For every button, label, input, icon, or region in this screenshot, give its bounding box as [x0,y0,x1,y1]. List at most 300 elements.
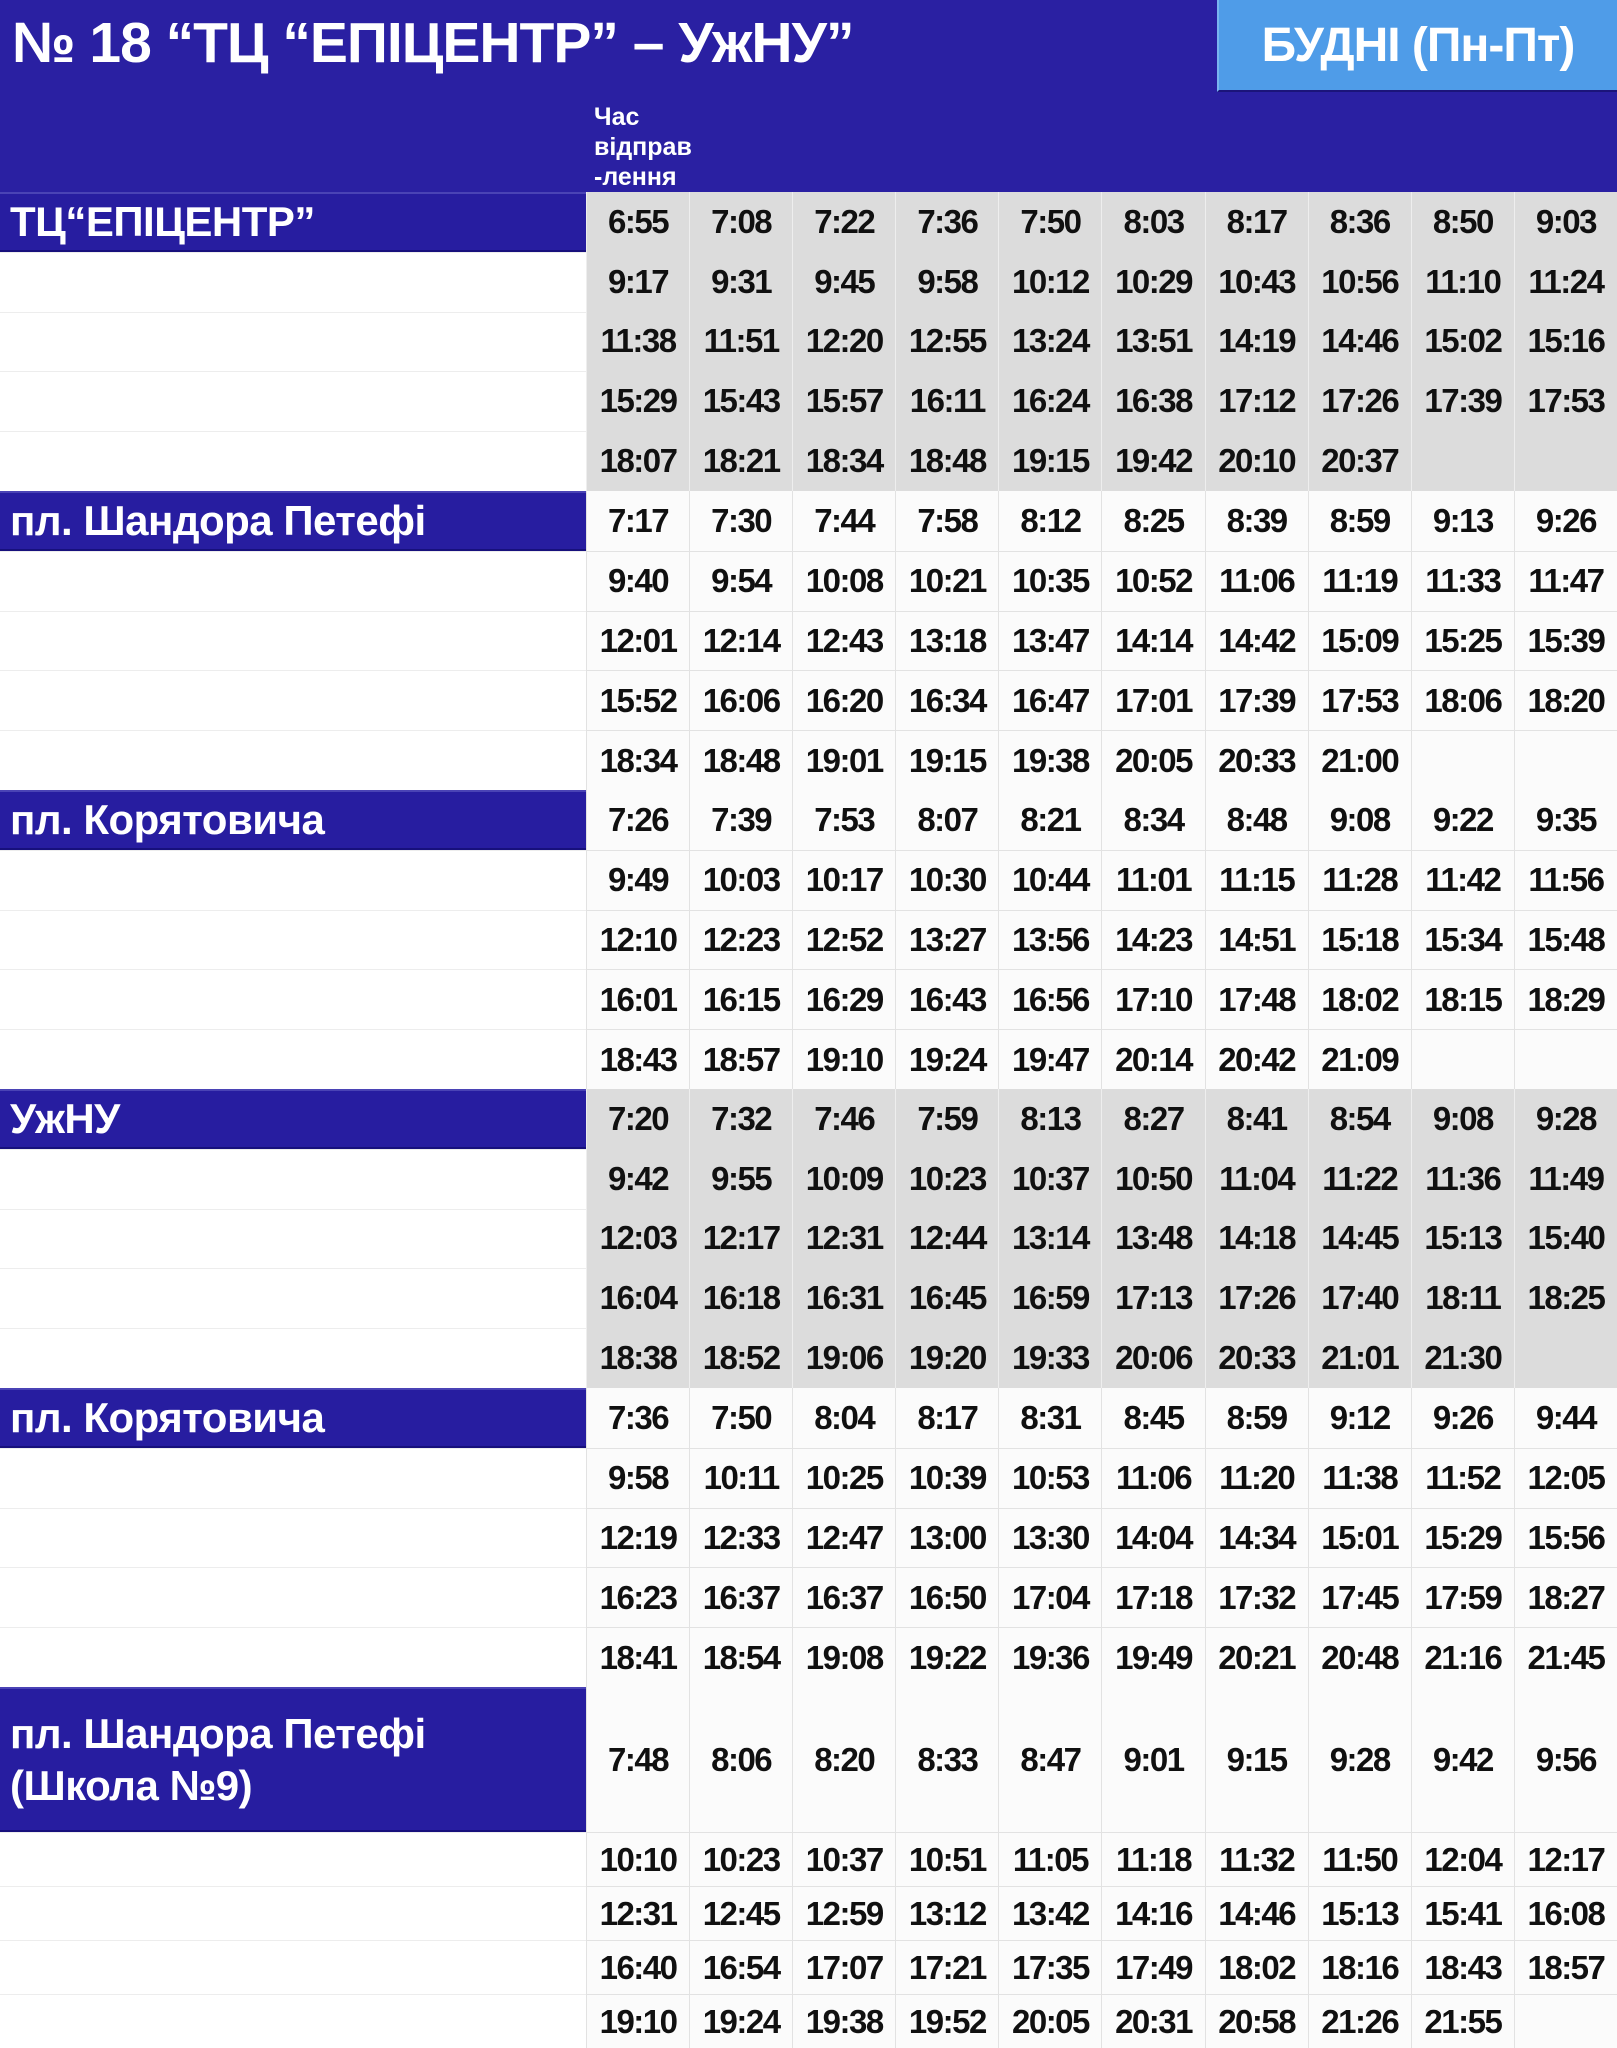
time-cell: 9:40 [586,551,689,611]
time-cell: 18:34 [792,431,895,491]
time-cell: 15:48 [1514,910,1617,970]
time-cell: 15:13 [1411,1209,1514,1269]
time-cell: 11:05 [998,1832,1101,1886]
station-block [0,491,1617,790]
label-column-filler [0,850,586,910]
time-cell: 15:40 [1514,1209,1617,1269]
time-cell: 20:05 [998,1994,1101,2048]
time-cell: 11:10 [1411,252,1514,312]
time-cell: 8:03 [1101,192,1204,252]
time-cell: 14:45 [1308,1209,1411,1269]
time-cell: 16:01 [586,969,689,1029]
time-cell: 19:36 [998,1627,1101,1687]
time-cell: 7:39 [689,790,792,850]
time-cell: 15:29 [1411,1508,1514,1568]
time-cell: 17:45 [1308,1567,1411,1627]
time-cell: 15:39 [1514,611,1617,671]
station-label [0,1089,586,1149]
station-block [0,1089,1617,1388]
time-cell: 18:20 [1514,670,1617,730]
label-column-filler [0,730,586,790]
time-cell: 9:49 [586,850,689,910]
time-cell: 8:34 [1101,790,1204,850]
time-cell: 17:32 [1205,1567,1308,1627]
time-cell: 8:20 [792,1687,895,1832]
time-cell: 18:48 [689,730,792,790]
label-column-filler [0,1268,586,1328]
time-cell: 13:51 [1101,312,1204,372]
time-cell: 7:59 [895,1089,998,1149]
time-cell: 12:33 [689,1508,792,1568]
time-cell: 18:02 [1205,1940,1308,1994]
time-cell: 15:02 [1411,312,1514,372]
time-cell: 10:39 [895,1448,998,1508]
time-cell: 8:06 [689,1687,792,1832]
station-block [0,1388,1617,1687]
weekday-badge: БУДНІ (Пн-Пт) [1217,0,1617,92]
time-cell: 8:39 [1205,491,1308,551]
label-column-filler [0,1940,586,1994]
label-column-filler [0,1209,586,1269]
label-column-filler [0,551,586,611]
station-block [0,192,1617,491]
time-cell: 20:33 [1205,1328,1308,1388]
time-cell: 11:52 [1411,1448,1514,1508]
time-cell: 10:43 [1205,252,1308,312]
time-cell: 9:44 [1514,1388,1617,1448]
time-cell: 12:03 [586,1209,689,1269]
time-cell: 18:54 [689,1627,792,1687]
time-cell: 8:17 [895,1388,998,1448]
time-cell: 14:18 [1205,1209,1308,1269]
time-cell: 18:34 [586,730,689,790]
time-cell: 13:14 [998,1209,1101,1269]
time-cell: 8:33 [895,1687,998,1832]
time-cell: 7:36 [586,1388,689,1448]
timetable-grid [0,192,1617,2048]
time-cell: 11:01 [1101,850,1204,910]
time-cell: 7:58 [895,491,998,551]
label-column-filler [0,1567,586,1627]
time-cell: 19:33 [998,1328,1101,1388]
time-cell: 16:29 [792,969,895,1029]
time-cell: 8:12 [998,491,1101,551]
time-cell: 8:59 [1308,491,1411,551]
time-cell: 7:48 [586,1687,689,1832]
time-cell: 8:54 [1308,1089,1411,1149]
station-label [0,1687,586,1832]
time-cell: 17:10 [1101,969,1204,1029]
route-title: № 18 “ТЦ “ЕПІЦЕНТР” – УжНУ” [12,11,854,75]
time-cell: 15:52 [586,670,689,730]
time-cell: 11:24 [1514,252,1617,312]
label-column-filler [0,969,586,1029]
time-cell: 16:24 [998,371,1101,431]
time-cell: 19:42 [1101,431,1204,491]
time-cell: 19:10 [792,1029,895,1089]
time-cell: 15:25 [1411,611,1514,671]
time-cell: 10:53 [998,1448,1101,1508]
time-cell: 11:47 [1514,551,1617,611]
time-cell: 7:26 [586,790,689,850]
time-cell: 20:37 [1308,431,1411,491]
time-cell: 18:29 [1514,969,1617,1029]
time-cell: 10:29 [1101,252,1204,312]
time-cell: 12:55 [895,312,998,372]
time-cell: 16:59 [998,1268,1101,1328]
time-cell: 10:11 [689,1448,792,1508]
time-cell: 15:41 [1411,1886,1514,1940]
time-cell: 11:19 [1308,551,1411,611]
time-cell: 16:47 [998,670,1101,730]
time-cell: 7:17 [586,491,689,551]
time-cell: 14:46 [1205,1886,1308,1940]
time-cell: 13:30 [998,1508,1101,1568]
station-block [0,1687,1617,2048]
time-cell: 12:59 [792,1886,895,1940]
time-cell: 17:18 [1101,1567,1204,1627]
time-cell: 12:05 [1514,1448,1617,1508]
time-cell: 16:56 [998,969,1101,1029]
time-cell: 10:09 [792,1149,895,1209]
time-cell: 16:15 [689,969,792,1029]
time-cell: 8:36 [1308,192,1411,252]
time-cell: 18:07 [586,431,689,491]
time-cell: 13:42 [998,1886,1101,1940]
time-cell: 17:26 [1205,1268,1308,1328]
time-cell: 17:53 [1514,371,1617,431]
time-cell: 19:47 [998,1029,1101,1089]
time-cell: 13:27 [895,910,998,970]
time-cell: 17:48 [1205,969,1308,1029]
time-cell: 10:56 [1308,252,1411,312]
time-cell: 20:10 [1205,431,1308,491]
time-cell: 15:18 [1308,910,1411,970]
time-cell: 8:13 [998,1089,1101,1149]
time-cell: 18:27 [1514,1567,1617,1627]
time-cell: 9:22 [1411,790,1514,850]
time-cell: 14:04 [1101,1508,1204,1568]
time-cell: 16:20 [792,670,895,730]
time-cell: 20:33 [1205,730,1308,790]
departure-time-line2: відправ [594,133,692,161]
time-cell: 13:56 [998,910,1101,970]
time-cell: 11:06 [1205,551,1308,611]
time-cell: 12:17 [689,1209,792,1269]
time-cell: 15:13 [1308,1886,1411,1940]
time-cell: 17:35 [998,1940,1101,1994]
time-cell: 17:21 [895,1940,998,1994]
empty-time-cell [1514,431,1617,491]
time-cell: 19:38 [792,1994,895,2048]
station-name: ТЦ“ЕПІЦЕНТР” [10,198,315,246]
time-cell: 12:20 [792,312,895,372]
time-cell: 19:06 [792,1328,895,1388]
time-cell: 7:32 [689,1089,792,1149]
time-cell: 8:17 [1205,192,1308,252]
time-cell: 7:50 [689,1388,792,1448]
time-cell: 19:52 [895,1994,998,2048]
time-cell: 15:09 [1308,611,1411,671]
time-cell: 10:50 [1101,1149,1204,1209]
time-cell: 9:55 [689,1149,792,1209]
time-cell: 9:08 [1308,790,1411,850]
time-cell: 16:11 [895,371,998,431]
time-cell: 9:42 [1411,1687,1514,1832]
time-cell: 11:06 [1101,1448,1204,1508]
departure-time-line1: Час [594,103,640,131]
time-cell: 11:15 [1205,850,1308,910]
time-cell: 17:26 [1308,371,1411,431]
time-cell: 18:25 [1514,1268,1617,1328]
time-cell: 17:39 [1411,371,1514,431]
station-name: пл. Корятовича [10,1394,325,1442]
time-cell: 12:04 [1411,1832,1514,1886]
time-cell: 16:38 [1101,371,1204,431]
time-cell: 14:51 [1205,910,1308,970]
time-cell: 9:13 [1411,491,1514,551]
time-cell: 18:43 [586,1029,689,1089]
time-cell: 17:39 [1205,670,1308,730]
time-cell: 9:08 [1411,1089,1514,1149]
time-cell: 19:38 [998,730,1101,790]
time-cell: 15:43 [689,371,792,431]
time-cell: 21:55 [1411,1994,1514,2048]
time-cell: 15:16 [1514,312,1617,372]
time-cell: 7:22 [792,192,895,252]
time-cell: 7:53 [792,790,895,850]
time-cell: 18:06 [1411,670,1514,730]
empty-time-cell [1411,431,1514,491]
time-cell: 10:25 [792,1448,895,1508]
station-block [0,790,1617,1089]
time-cell: 8:45 [1101,1388,1204,1448]
time-cell: 7:44 [792,491,895,551]
time-cell: 10:35 [998,551,1101,611]
time-cell: 14:46 [1308,312,1411,372]
time-cell: 21:30 [1411,1328,1514,1388]
time-cell: 19:15 [998,431,1101,491]
label-column-filler [0,252,586,312]
time-cell: 12:17 [1514,1832,1617,1886]
time-cell: 14:23 [1101,910,1204,970]
time-cell: 9:01 [1101,1687,1204,1832]
time-cell: 9:42 [586,1149,689,1209]
empty-time-cell [1514,730,1617,790]
time-cell: 13:18 [895,611,998,671]
label-column-filler [0,1149,586,1209]
time-cell: 16:37 [689,1567,792,1627]
time-cell: 7:20 [586,1089,689,1149]
time-cell: 18:11 [1411,1268,1514,1328]
time-cell: 11:04 [1205,1149,1308,1209]
time-cell: 18:38 [586,1328,689,1388]
label-column-filler [0,670,586,730]
time-cell: 13:48 [1101,1209,1204,1269]
time-cell: 7:30 [689,491,792,551]
time-cell: 18:48 [895,431,998,491]
station-name: УжНУ [10,1095,120,1143]
time-cell: 10:08 [792,551,895,611]
time-cell: 12:19 [586,1508,689,1568]
time-cell: 11:51 [689,312,792,372]
label-column-filler [0,312,586,372]
time-cell: 19:01 [792,730,895,790]
label-column-filler [0,1328,586,1388]
time-cell: 11:33 [1411,551,1514,611]
time-cell: 14:42 [1205,611,1308,671]
time-cell: 11:18 [1101,1832,1204,1886]
time-cell: 12:47 [792,1508,895,1568]
label-column-filler [0,1832,586,1886]
time-cell: 9:54 [689,551,792,611]
time-cell: 9:17 [586,252,689,312]
time-cell: 12:43 [792,611,895,671]
time-cell: 20:31 [1101,1994,1204,2048]
label-column-filler [0,431,586,491]
time-cell: 13:00 [895,1508,998,1568]
time-cell: 21:16 [1411,1627,1514,1687]
time-cell: 13:24 [998,312,1101,372]
time-cell: 19:49 [1101,1627,1204,1687]
time-cell: 17:12 [1205,371,1308,431]
time-cell: 10:12 [998,252,1101,312]
time-cell: 8:47 [998,1687,1101,1832]
label-column-filler [0,1886,586,1940]
time-cell: 7:46 [792,1089,895,1149]
station-label [0,491,586,551]
station-label [0,1388,586,1448]
time-cell: 20:06 [1101,1328,1204,1388]
time-cell: 9:58 [586,1448,689,1508]
time-cell: 12:31 [792,1209,895,1269]
time-cell: 12:14 [689,611,792,671]
time-cell: 12:45 [689,1886,792,1940]
time-cell: 8:59 [1205,1388,1308,1448]
time-cell: 6:55 [586,192,689,252]
time-cell: 8:31 [998,1388,1101,1448]
station-name-line2: (Школа №9) [10,1761,253,1809]
time-cell: 11:56 [1514,850,1617,910]
time-cell: 18:02 [1308,969,1411,1029]
time-cell: 21:09 [1308,1029,1411,1089]
time-cell: 12:01 [586,611,689,671]
time-cell: 20:05 [1101,730,1204,790]
time-cell: 8:48 [1205,790,1308,850]
time-cell: 11:32 [1205,1832,1308,1886]
time-cell: 20:58 [1205,1994,1308,2048]
time-cell: 16:06 [689,670,792,730]
time-cell: 12:10 [586,910,689,970]
time-cell: 10:37 [792,1832,895,1886]
time-cell: 16:08 [1514,1886,1617,1940]
time-cell: 11:36 [1411,1149,1514,1209]
time-cell: 18:43 [1411,1940,1514,1994]
time-cell: 9:31 [689,252,792,312]
empty-time-cell [1514,1328,1617,1388]
time-cell: 19:08 [792,1627,895,1687]
time-cell: 18:21 [689,431,792,491]
time-cell: 17:53 [1308,670,1411,730]
empty-time-cell [1514,1029,1617,1089]
time-cell: 14:14 [1101,611,1204,671]
time-cell: 9:56 [1514,1687,1617,1832]
time-cell: 17:49 [1101,1940,1204,1994]
time-cell: 18:16 [1308,1940,1411,1994]
time-cell: 11:22 [1308,1149,1411,1209]
time-cell: 18:41 [586,1627,689,1687]
time-cell: 8:50 [1411,192,1514,252]
time-cell: 10:52 [1101,551,1204,611]
time-cell: 9:28 [1308,1687,1411,1832]
time-cell: 21:00 [1308,730,1411,790]
empty-time-cell [1514,1994,1617,2048]
time-cell: 14:19 [1205,312,1308,372]
time-cell: 9:28 [1514,1089,1617,1149]
time-cell: 7:50 [998,192,1101,252]
time-cell: 12:44 [895,1209,998,1269]
time-cell: 13:47 [998,611,1101,671]
label-column-filler [0,371,586,431]
time-cell: 16:43 [895,969,998,1029]
time-cell: 9:35 [1514,790,1617,850]
time-cell: 20:42 [1205,1029,1308,1089]
time-cell: 17:01 [1101,670,1204,730]
time-cell: 17:40 [1308,1268,1411,1328]
time-cell: 8:27 [1101,1089,1204,1149]
time-cell: 16:18 [689,1268,792,1328]
time-cell: 10:37 [998,1149,1101,1209]
time-cell: 11:20 [1205,1448,1308,1508]
time-cell: 16:31 [792,1268,895,1328]
time-cell: 16:45 [895,1268,998,1328]
time-cell: 16:37 [792,1567,895,1627]
time-cell: 10:51 [895,1832,998,1886]
time-cell: 9:15 [1205,1687,1308,1832]
time-cell: 11:42 [1411,850,1514,910]
time-cell: 20:48 [1308,1627,1411,1687]
time-cell: 11:38 [586,312,689,372]
time-cell: 9:03 [1514,192,1617,252]
time-cell: 18:15 [1411,969,1514,1029]
time-cell: 11:50 [1308,1832,1411,1886]
time-cell: 15:34 [1411,910,1514,970]
time-cell: 13:12 [895,1886,998,1940]
time-cell: 18:52 [689,1328,792,1388]
departure-time-header [594,102,692,192]
station-label [0,790,586,850]
label-column-filler [0,611,586,671]
label-column-filler [0,1448,586,1508]
time-cell: 15:29 [586,371,689,431]
label-column-filler [0,1994,586,2048]
time-cell: 10:17 [792,850,895,910]
time-cell: 15:57 [792,371,895,431]
time-cell: 9:26 [1411,1388,1514,1448]
empty-time-cell [1411,730,1514,790]
time-cell: 12:52 [792,910,895,970]
time-cell: 17:04 [998,1567,1101,1627]
time-cell: 19:24 [689,1994,792,2048]
time-cell: 21:26 [1308,1994,1411,2048]
time-cell: 14:16 [1101,1886,1204,1940]
time-cell: 10:30 [895,850,998,910]
time-cell: 10:10 [586,1832,689,1886]
time-cell: 9:58 [895,252,998,312]
time-cell: 21:45 [1514,1627,1617,1687]
label-column-filler [0,910,586,970]
time-cell: 19:10 [586,1994,689,2048]
